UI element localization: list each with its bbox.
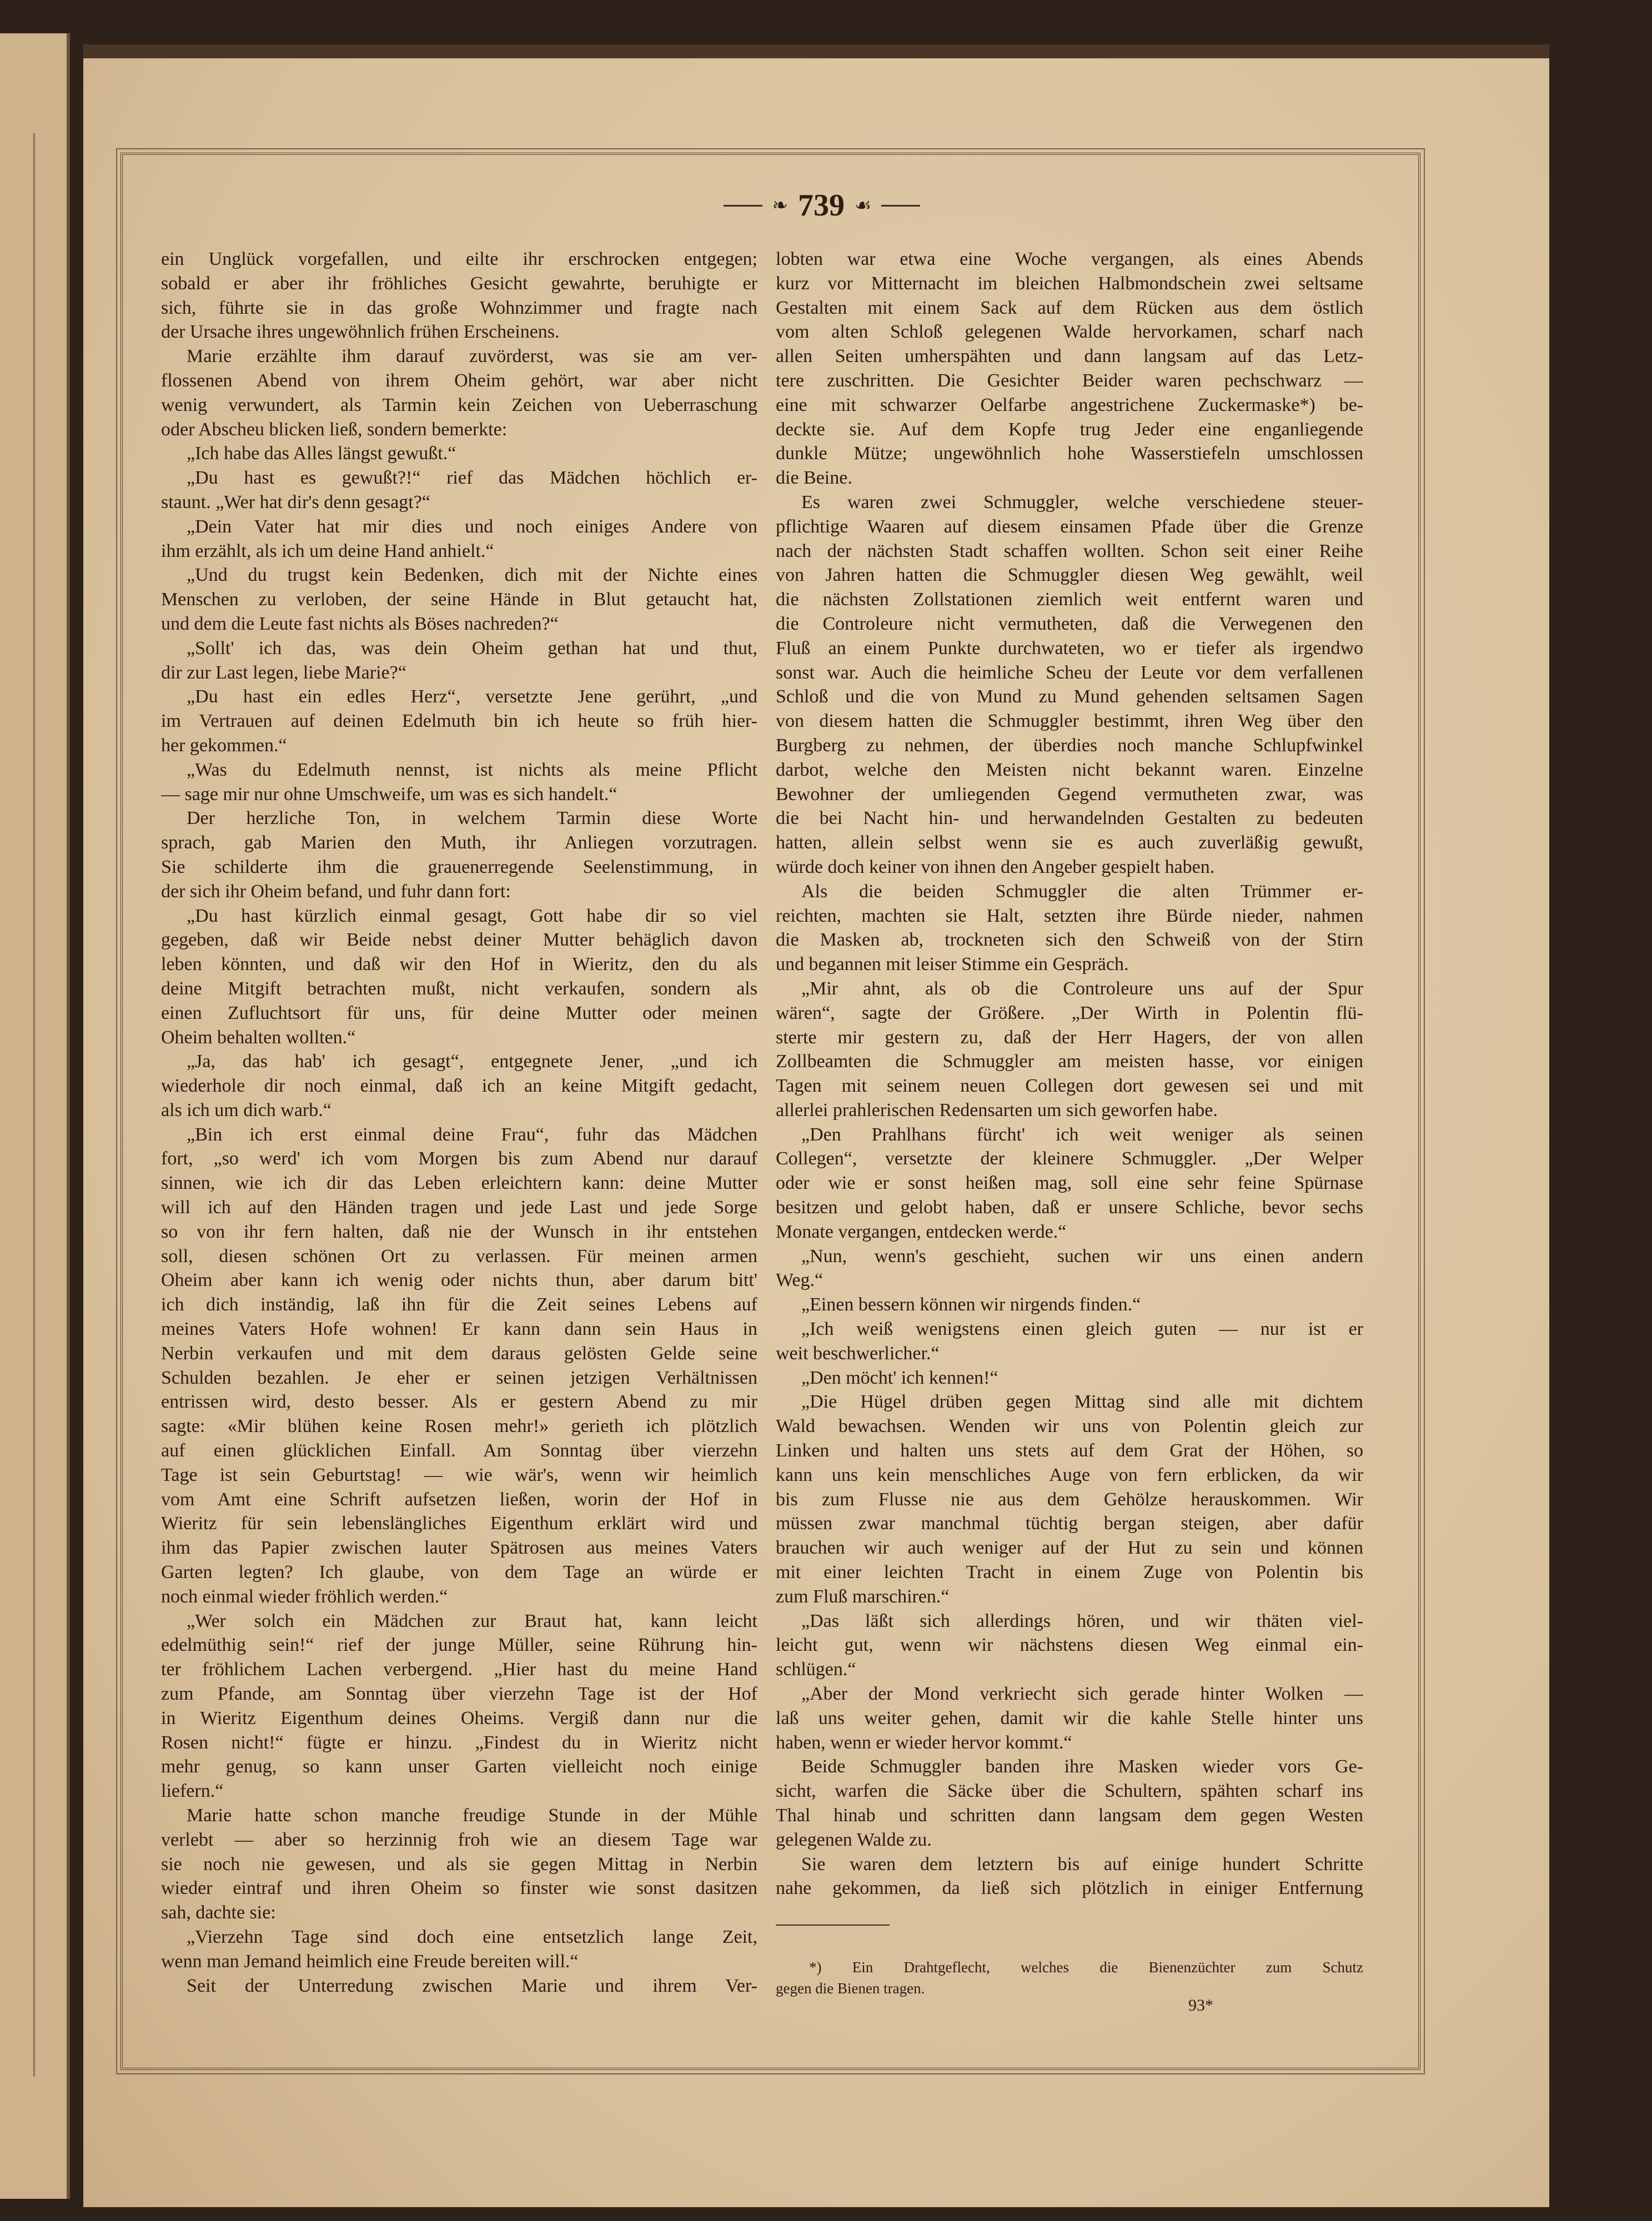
text-line: würde doch keiner von ihnen den Angeber gespielt haben. [776,856,1215,877]
text-line: im Vertrauen auf deinen Edelmuth bin ich heute so früh hier- [161,711,757,732]
text-line: will ich auf den Händen tragen und jede Last und jede Sorge [161,1197,757,1218]
text-line: vom Amt eine Schrift aufsetzen ließen, worin der Hof in [161,1489,757,1510]
paragraph [776,880,1363,977]
text-line: Nerbin verkaufen und mit dem daraus gelösten Gelde seine [161,1343,757,1364]
text-line: „Bin ich erst einmal deine Frau“, fuhr das Mädchen [187,1124,757,1145]
text-line: Oheim aber kann ich wenig oder nichts thun, aber darum bitt' [161,1270,757,1291]
text-line: weit beschwerlicher.“ [776,1343,940,1364]
text-line: „Mir ahnt, als ob die Controleure uns auf der Spur [801,978,1363,999]
text-line: sobald er aber ihr fröhliches Gesicht gewahrte, beruhigte er [161,273,757,294]
paragraph [161,685,757,757]
text-line: ich dich inständig, laß ihn für die Zeit seines Lebens auf [161,1294,757,1315]
text-line: Marie hatte schon manche freudige Stunde in der Mühle [187,1805,757,1826]
text-line: deckte sie. Auf dem Kopfe trug Jeder eine enganliegende [776,419,1363,440]
text-line: die Masken ab, trockneten sich den Schweiß von der Stirn [776,929,1363,951]
text-line: ihm das Papier zwischen lauter Spätrosen aus meines Vaters [161,1537,757,1559]
text-line: kurz vor Mitternacht im bleichen Halbmondschein zwei seltsame [776,273,1363,294]
text-line: sicht, warfen die Säcke über die Schultern, spähten scharf ins [776,1781,1363,1802]
text-column-left [161,247,757,1998]
paragraph [776,1123,1363,1244]
text-line: hatten, allein selbst wenn sie es auch zuverläßig gewußt, [776,832,1363,853]
text-line: von Jahren hatten die Schmuggler diesen Weg gewählt, weil [776,565,1363,586]
text-line: sich, führte sie in das große Wohnzimmer und fragte nach [161,297,757,318]
text-line: die nächsten Zollstationen ziemlich weit entfernt waren und [776,589,1363,610]
text-line: kann uns kein menschliches Auge von fern erblicken, da wir [776,1464,1363,1485]
text-line: Es waren zwei Schmuggler, welche verschiedene steuer- [801,491,1363,512]
text-line: „Ja, das hab' ich gesagt“, entgegnete Jener, „und ich [187,1051,757,1072]
text-line: noch einmal wieder fröhlich werden.“ [161,1586,448,1607]
text-line: — sage mir nur ohne Umschweife, um was es sich handelt.“ [161,783,617,805]
ornament-right-icon: ☙ [855,195,872,216]
footnote-line: *) Ein Drahtgeflecht, welches die Bienenzüchter zum Schutz [809,1959,1363,1976]
paragraph [161,515,757,564]
paragraph [776,490,1363,880]
text-line: sie noch nie gewesen, und als sie gegen Mittag in Nerbin [161,1853,757,1875]
text-line: gegeben, daß wir Beide nebst deiner Mutter behäglich davon [161,929,757,951]
paragraph [161,441,757,466]
text-line: die bei Nacht hin- und herwandelnden Gestalten zu bedeuten [776,808,1363,829]
text-line: Tagen mit seinem neuen Collegen dort gewesen sei und mit [776,1076,1363,1097]
paragraph [776,1682,1363,1755]
text-line: „Aber der Mond verkriecht sich gerade hinter Wolken — [801,1684,1363,1705]
text-line: Thal hinab und schritten dann langsam dem gegen Westen [776,1805,1363,1826]
text-line: „Sollt' ich das, was dein Oheim gethan hat und thut, [187,637,757,659]
text-line: Als die beiden Schmuggler die alten Trümmer er- [801,881,1363,902]
text-line: „Wer solch ein Mädchen zur Braut hat, kann leicht [187,1610,757,1631]
text-line: und begannen mit leiser Stimme ein Gespräch. [776,954,1129,975]
text-line: staunt. „Wer hat dir's denn gesagt?“ [161,491,430,512]
text-line: Sie schilderte ihm die grauenerregende Seelenstimmung, in [161,856,757,877]
text-line: einen Zufluchtsort für uns, für deine Mutter oder meinen [161,1002,757,1023]
footnote-rule [776,1924,890,1926]
text-line: gelegenen Walde zu. [776,1829,932,1850]
text-line: Sie waren dem letztern bis auf einige hundert Schritte [801,1853,1363,1875]
text-line: soll, diesen schönen Ort zu verlassen. Für meinen armen [161,1245,757,1267]
adjacent-page-edge [0,33,70,2199]
text-line: Menschen zu verloben, der seine Hände in Blut getaucht hat, [161,589,757,610]
paragraph [776,1609,1363,1682]
paragraph [161,904,757,1050]
text-line: Garten legten? Ich glaube, von dem Tage an würde er [161,1562,757,1583]
text-line: die Beine. [776,468,852,489]
text-line: Fluß an einem Punkte durchwateten, wo er tiefer als irgendwo [776,637,1363,659]
text-line: mehr genug, so kann unser Garten vielleicht noch einige [161,1756,757,1777]
text-line: Wald bewachsen. Wenden wir uns von Polentin gleich zur [776,1416,1363,1437]
text-line: oder Abscheu blicken ließ, sondern bemerkte: [161,419,508,440]
text-line: wiederhole dir noch einmal, daß ich an keine Mitgift gedacht, [161,1076,757,1097]
text-line: sterte mir gestern zu, daß der Herr Hagers, der von allen [776,1027,1363,1048]
adjacent-page-border [33,133,36,2077]
text-line: ein Unglück vorgefallen, und eilte ihr erschrocken entgegen; [161,249,757,269]
text-line: dir zur Last legen, liebe Marie?“ [161,662,406,683]
text-line: liefern.“ [161,1781,224,1802]
text-line: als ich um dich warb.“ [161,1099,332,1120]
text-line: wieder eintraf und ihren Oheim so finster wie sonst dasitzen [161,1878,757,1899]
text-line: „Einen bessern können wir nirgends finden.“ [801,1294,1141,1315]
text-line: haben, wenn er wieder hervor kommt.“ [776,1732,1072,1753]
text-line: der sich ihr Oheim befand, und fuhr dann fort: [161,881,511,902]
text-line: „Nun, wenn's geschieht, suchen wir uns einen andern [801,1245,1363,1267]
paragraph [161,247,757,344]
paragraph [161,636,757,685]
text-line: Linken und halten uns stets auf dem Grat der Höhen, so [776,1440,1363,1461]
paragraph [161,1803,757,1925]
text-line: „Dein Vater hat mir dies und noch einiges Andere von [187,516,757,537]
text-line: allerlei prahlerischen Redensarten um sich geworfen habe. [776,1099,1218,1120]
text-line: leicht gut, wenn wir nächstens diesen Weg einmal ein- [776,1635,1363,1656]
text-line: „Die Hügel drüben gegen Mittag sind alle mit dichtem [801,1391,1363,1413]
text-line: „Den Prahlhans fürcht' ich weit weniger als seinen [801,1124,1363,1145]
text-line: so von ihr fern halten, daß nie der Wunsch in ihr entstehen [161,1221,757,1242]
text-line: Tage ist sein Geburtstag! — wie wär's, wenn wir heimlich [161,1464,757,1485]
page-header [683,183,961,228]
text-line: flossenen Abend von ihrem Oheim gehört, war aber nicht [161,370,757,391]
paragraph [776,1390,1363,1609]
text-line: Monate vergangen, entdecken werde.“ [776,1221,1067,1242]
text-line: Collegen“, versetzte der kleinere Schmuggler. „Der Welper [776,1148,1363,1169]
text-line: „Vierzehn Tage sind doch eine entsetzlich lange Zeit, [187,1926,757,1947]
text-line: lobten war etwa eine Woche vergangen, als eines Abends [776,249,1363,269]
text-line: meines Vaters Hofe wohnen! Er kann dann sein Haus in [161,1319,757,1340]
paragraph [776,1366,1363,1390]
text-line: zum Pfande, am Sonntag über vierzehn Tage ist der Hof [161,1684,757,1705]
text-line: edelmüthig sein!“ rief der junge Müller, seine Rührung hin- [161,1635,757,1656]
text-line: „Ich habe das Alles längst gewußt.“ [187,443,456,464]
text-line: reichten, machten sie Halt, setzten ihre Bürde nieder, nahmen [776,905,1363,926]
text-line: sinnen, wie ich dir das Leben erleichtern kann: deine Mutter [161,1173,757,1194]
text-line: schlügen.“ [776,1659,856,1680]
text-line: darbot, welche den Meisten nicht bekannt waren. Einzelne [776,759,1363,780]
text-line: sprach, gab Marien den Muth, ihr Anliegen vorzutragen. [161,832,757,853]
paragraph [161,563,757,636]
text-line: „Das läßt sich allerdings hören, und wir thäten viel- [801,1610,1363,1631]
page-number: 739 [798,188,845,223]
text-line: leben könnten, und daß wir den Hof in Wieritz, den du als [161,954,757,975]
text-line: die Controleure nicht vermutheten, daß die Verwegenen den [776,613,1363,634]
text-line: wären“, sagte der Größere. „Der Wirth in Polentin flü- [776,1002,1363,1023]
paragraph [776,1317,1363,1366]
text-line: vom alten Schloß gelegenen Walde hervorkamen, scharf nach [776,321,1363,343]
paragraph [776,1244,1363,1293]
text-line: nach der nächsten Stadt schaffen wollten. Schon seit einer Reihe [776,540,1363,561]
footnote-line: gegen die Bienen tragen. [776,1980,925,1997]
text-line: „Was du Edelmuth nennst, ist nichts als meine Pflicht [187,759,757,780]
text-line: Burgberg zu nehmen, der überdies noch manche Schlupfwinkel [776,735,1363,756]
text-line: sah, dachte sie: [161,1902,276,1923]
text-line: ihm erzählt, als ich um deine Hand anhielt.“ [161,540,494,561]
text-line: wenig verwundert, als Tarmin kein Zeichen von Ueberraschung [161,394,757,415]
text-line: der Ursache ihres ungewöhnlich frühen Erscheinens. [161,321,560,343]
text-line: her gekommen.“ [161,735,287,756]
paragraph [161,1049,757,1122]
text-line: Wieritz für sein lebenslängliches Eigenthum erklärt wird und [161,1513,757,1534]
paragraph [161,344,757,441]
text-line: Rosen nicht!“ fügte er hinzu. „Findest du in Wieritz nicht [161,1732,757,1753]
text-line: „Ich weiß wenigstens einen gleich guten — nur ist er [801,1319,1363,1340]
paragraph [161,758,757,807]
text-line: zum Fluß marschiren.“ [776,1586,950,1607]
text-line: verlebt — aber so herzinnig froh wie an diesem Tage war [161,1829,757,1850]
paragraph [161,806,757,903]
header-rule-right [881,205,920,207]
text-line: Bewohner der umliegenden Gegend vermutheten zwar, was [776,783,1363,805]
paragraph [161,1123,757,1609]
text-line: laß uns weiter gehen, damit wir die kahle Stelle hinter uns [776,1707,1363,1728]
text-line: Marie erzählte ihm darauf zuvörderst, was sie am ver- [187,346,757,367]
text-line: Schloß und die von Mund zu Mund gehenden seltsamen Sagen [776,686,1363,707]
text-line: „Und du trugst kein Bedenken, dich mit der Nichte eines [187,565,757,586]
paragraph [776,1293,1363,1317]
paragraph [776,1852,1363,1901]
text-line: oder wie er sonst heißen mag, soll eine sehr feine Spürnase [776,1173,1363,1194]
text-line: auf einen glücklichen Einfall. Am Sonntag über vierzehn [161,1440,757,1461]
text-line: mit einer leichten Tracht in einem Zuge von Polentin bis [776,1562,1363,1583]
text-line: besitzen und gelobt haben, daß er unsere Schliche, bevor sechs [776,1197,1363,1218]
text-line: und dem die Leute fast nichts als Böses nachreden?“ [161,613,559,634]
paragraph [776,1755,1363,1852]
text-line: entrissen wird, desto besser. Als er gestern Abend zu mir [161,1391,757,1413]
text-line: in Wieritz Eigenthum deines Oheims. Vergiß dann nur die [161,1707,757,1728]
text-line: Beide Schmuggler banden ihre Masken wieder vors Ge- [801,1756,1363,1777]
text-line: Weg.“ [776,1270,824,1291]
text-line: brauchen wir auch weniger auf der Hut zu sein und können [776,1537,1363,1559]
text-line: tere zuschritten. Die Gesichter Beider waren pechschwarz — [776,370,1363,391]
text-line: allen Seiten umherspähten und dann langsam auf das Letz- [776,346,1363,367]
text-line: „Du hast kürzlich einmal gesagt, Gott habe dir so viel [187,905,757,926]
footnote [776,1957,1363,1999]
text-line: Oheim behalten wollten.“ [161,1027,356,1048]
text-line: eine mit schwarzer Oelfarbe angestrichene Zuckermaske*) be- [776,394,1363,415]
text-line: „Du hast es gewußt?!“ rief das Mädchen höchlich er- [187,468,757,489]
ornament-left-icon: ❧ [772,195,788,216]
text-line: Schulden bezahlen. Je eher er seinen jetzigen Verhältnissen [161,1367,757,1388]
text-line: wenn man Jemand heimlich eine Freude bereiten will.“ [161,1951,579,1972]
text-line: nahe gekommen, da ließ sich plötzlich in einiger Entfernung [776,1878,1363,1899]
text-line: dunkle Mütze; ungewöhnlich hohe Wasserstiefeln umschlossen [776,443,1363,464]
text-line: ter fröhlichem Lachen verbergend. „Hier hast du meine Hand [161,1659,757,1680]
text-line: Zollbeamten die Schmuggler am meisten hasse, vor einigen [776,1051,1363,1072]
text-line: fort, „so werd' ich vom Morgen bis zum Abend nur darauf [161,1148,757,1169]
text-line: Der herzliche Ton, in welchem Tarmin diese Worte [187,808,757,829]
header-rule-left [724,205,762,207]
text-line: Seit der Unterredung zwischen Marie und ihrem Ver- [187,1975,757,1996]
text-line: „Den möcht' ich kennen!“ [801,1367,998,1388]
paragraph [161,466,757,515]
text-column-right [776,247,1363,1901]
text-line: „Du hast ein edles Herz“, versetzte Jene gerührt, „und [187,686,757,707]
text-line: von diesem hatten die Schmuggler bestimmt, ihren Weg über den [776,711,1363,732]
paragraph [161,1609,757,1803]
paragraph [776,247,1363,490]
paragraph [161,1974,757,1998]
paragraph [776,977,1363,1123]
paragraph [161,1925,757,1974]
text-line: bis zum Flusse nie aus dem Gehölze herauskommen. Wir [776,1489,1363,1510]
text-line: deine Mitgift betrachten mußt, nicht verkaufen, sondern als [161,978,757,999]
text-line: Gestalten mit einem Sack auf dem Rücken aus dem östlich [776,297,1363,318]
text-line: sonst war. Auch die heimliche Scheu der Leute vor dem verfallenen [776,662,1363,683]
text-line: müssen zwar manchmal tüchtig bergan steigen, aber dafür [776,1513,1363,1534]
printer-signature: 93* [1188,1996,1213,2014]
text-line: sagte: «Mir blühen keine Rosen mehr!» gerieth ich plötzlich [161,1416,757,1437]
text-line: pflichtige Waaren auf diesem einsamen Pfade über die Grenze [776,516,1363,537]
